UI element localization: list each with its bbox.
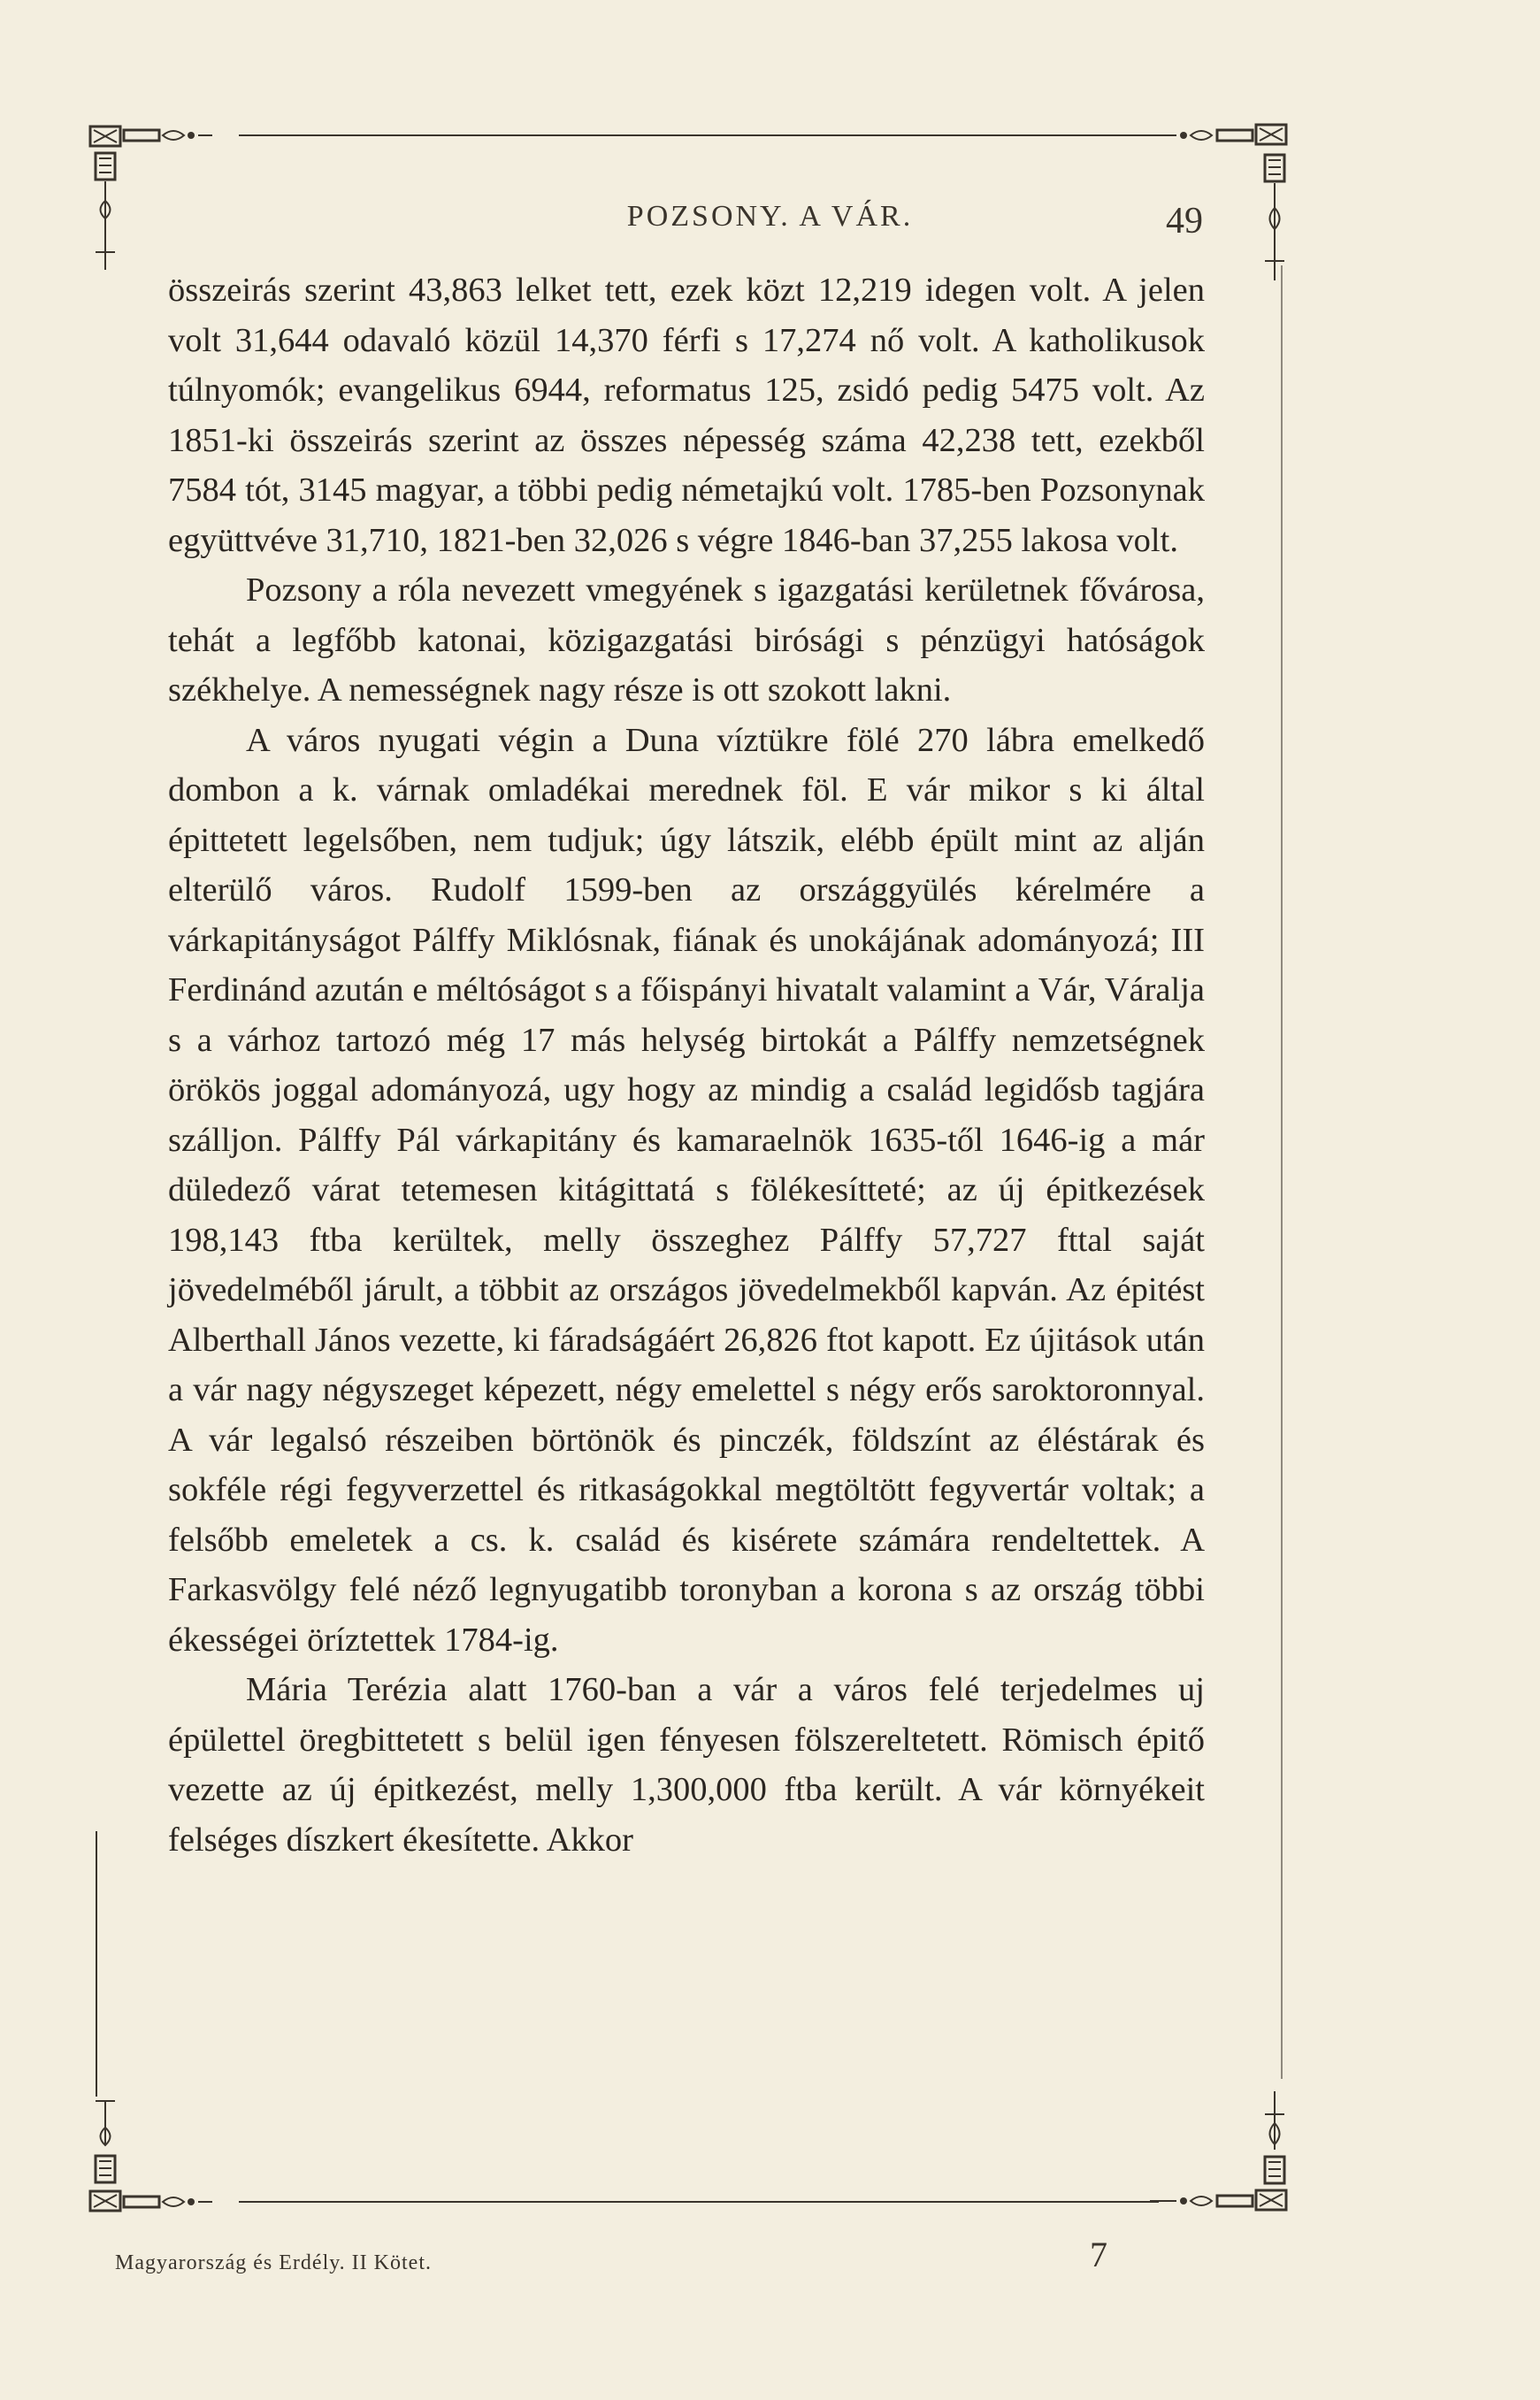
bottom-right-ornament-icon (1141, 2088, 1318, 2234)
paragraph: A város nyugati végin a Duna víztükre fölé 270 lábra emelkedő dombon a k. várnak omladékai merednek föl. E vár mikor s ki által épittetett legelsőben, nem tudjuk; úgy látszik, elébb épült mint az alján elterülő város. Rudolf 1599-ben az országgyülés kérelmére a várkapitányságot Pálffy Miklósnak, fiának és unokájának adományozá; III Ferdinánd azután e méltóságot s a főispányi hivatalt valamint a Vár, Váralja s a várhoz tartozó még 17 más helység birtokát a Pálffy nemzetségnek örökös joggal adományozá, ugy hogy az mindig a család legidősb tagjára szálljon. Pálffy Pál várkapitány és kamaraelnök 1635-től 1646-ig a már düledező várat tetemesen kitágittatá s fölékesítteté; az új épitkezések 198,143 ftba kerültek, melly összeghez Pálffy 57,727 fttal saját jövedelméből járult, a többit az országos jövedelmekből kapván. Az épitést Alberthall János vezette, ki fáradságáért 26,826 ftot kapott. Ez újitások után a vár nagy négyszeget képezett, négy emelettel s négy erős saroktoronnyal. A vár legalsó részeiben börtönök és pinczék, földszínt az éléstárak és sokféle régi fegyverzettel és ritkaságokkal megtöltött fegyvertár voltak; a felsőbb emeletek a cs. k. család és kisérete számára rendeltettek. A Farkasvölgy felé néző legnyugatibb toronyban a korona s az ország többi ékességei öríztettek 1784-ig. (168, 721, 1205, 1659)
left-rule (96, 1831, 97, 2097)
bottom-rule (239, 2201, 1159, 2203)
footer-title: Magyarország és Erdély. II Kötet. (115, 2251, 432, 2274)
body-text (168, 265, 1205, 1865)
running-head: POZSONY. A VÁR. (626, 200, 914, 233)
top-left-ornament-icon (88, 119, 301, 274)
paragraph: Mária Terézia alatt 1760-ban a vár a város felé terjedelmes uj épülettel öregbittetett s belül igen fényesen fölszereltetett. Römisch épitő vezette az új épitkezést, melly 1,300,000 ftba került. A vár környékeit felséges díszkert ékesítette. Akkor (168, 1671, 1205, 1859)
top-rule (239, 134, 1159, 136)
page-number: 49 (1166, 201, 1203, 242)
paragraph: összeirás szerint 43,863 lelket tett, ezek közt 12,219 idegen volt. A jelen volt 31,644 odavaló közül 14,370 férfi s 17,274 nő volt. A katholikusok túlnyomók; evangelikus 6944, reformatus 125, zsidó pedig 5475 volt. Az 1851-ki összeirás szerint az összes népesség száma 42,238 tett, ezekből 7584 tót, 3145 magyar, a többi pedig németajkú volt. 1785-ben Pozsonynak együttvéve 31,710, 1821-ben 32,026 s végre 1846-ban 37,255 lakosa volt. (168, 272, 1205, 559)
right-rule (1281, 265, 1283, 2079)
bottom-left-ornament-icon (88, 2092, 301, 2234)
paragraph: Pozsony a róla nevezett vmegyének s igazgatási kerületnek fővárosa, tehát a legfőbb katonai, közigazgatási birósági s pénzügyi hatóságok székhelye. A nemességnek nagy része is ott szokott lakni. (168, 571, 1205, 709)
signature-mark: 7 (1090, 2235, 1107, 2274)
